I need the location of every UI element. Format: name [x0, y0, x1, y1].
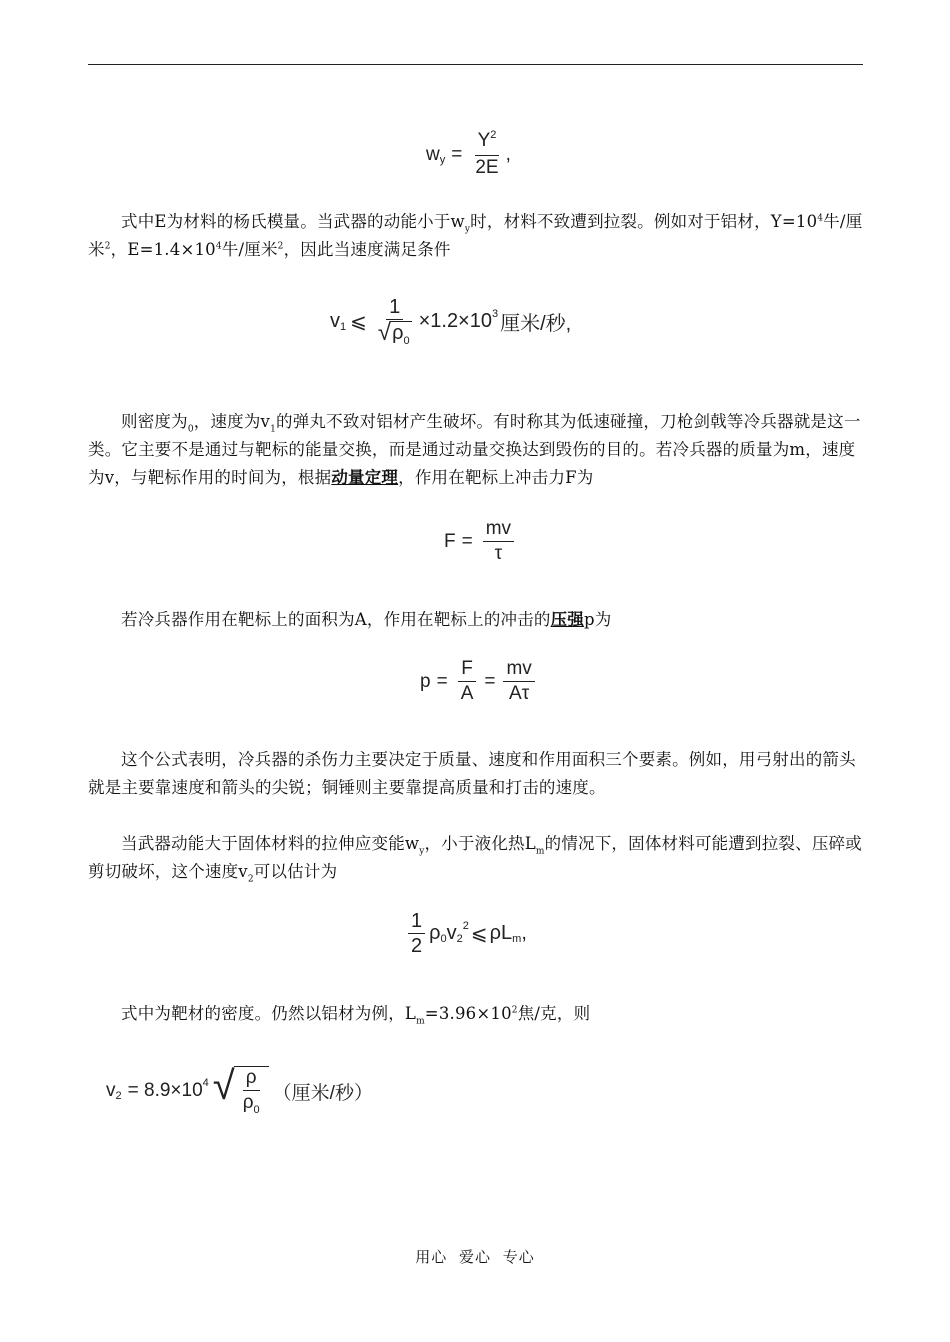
text: 这个公式表明，冷兵器的杀伤力主要决定于质量、速度和作用面积三个要素。例如，用弓射出的箭头就是主要靠速度和箭头的尖锐；铜锤则主要靠提高质量和打击的速度。: [88, 750, 856, 797]
fraction: [483, 518, 514, 565]
eq-subscript: 0: [440, 932, 447, 945]
eq-rho: ρ: [392, 322, 404, 344]
eq-subscript: y: [439, 153, 446, 166]
eq-subscript: 0: [403, 335, 410, 347]
eq-comma: ,: [505, 143, 511, 165]
eq-subscript: 1: [340, 320, 347, 333]
subscript: 2: [247, 874, 254, 885]
eq-subscript: 2: [115, 1090, 122, 1102]
eq-superscript: 4: [202, 1077, 209, 1089]
text: 式中E为材料的杨氏模量。当武器的动能小于w: [121, 212, 465, 231]
fraction: [408, 910, 425, 957]
text: 的情况下，固体材料可能遭到拉裂、压碎或剪切破坏，这个速度v: [88, 834, 862, 881]
eq-relation: ⩽: [350, 311, 367, 333]
fraction: [240, 1067, 263, 1116]
equation-velocity-limit: [330, 296, 571, 347]
eq-coefficient: = 8.9×10: [127, 1080, 203, 1101]
eq-numerator: 1: [386, 296, 403, 320]
paragraph-low-speed-impact: [88, 408, 863, 492]
paragraph-tensile-strain: [88, 830, 863, 886]
header-rule: [88, 64, 863, 65]
eq-numerator: ρ: [243, 1067, 260, 1091]
subscript: m: [535, 846, 545, 857]
eq-symbol: v: [330, 310, 340, 332]
eq-unit: 厘米/秒,: [500, 313, 572, 335]
eq-symbol: w: [426, 143, 440, 165]
eq-subscript: m: [512, 932, 522, 945]
superscript: 2: [104, 241, 111, 252]
eq-multiplier: ×1.2×10: [418, 310, 492, 332]
text: 焦/克，则: [517, 1004, 591, 1023]
eq-denominator: ρ: [242, 1092, 254, 1113]
eq-symbol: F: [444, 530, 456, 552]
eq-symbol: v: [446, 922, 457, 944]
text: ，速度为v: [193, 412, 271, 431]
eq-comma: ,: [521, 922, 527, 944]
eq-unit: （厘米/秒）: [272, 1082, 373, 1104]
text: 时，材料不致遭到拉裂。例如对于铝材，Y=10: [470, 212, 818, 231]
sqrt: √ $\rho_0$: [377, 319, 410, 347]
eq-numerator: mv: [483, 518, 514, 542]
link-momentum-theorem[interactable]: 动量定理: [331, 468, 399, 487]
eq-denominator: 2: [411, 935, 423, 957]
eq-denominator: Aτ: [509, 683, 530, 704]
text: p为: [584, 610, 612, 629]
eq-rho: ρ: [429, 922, 441, 944]
paragraph-youngs-modulus: [88, 208, 863, 264]
eq-denominator: A: [460, 683, 474, 704]
text: ，因此当速度满足条件: [283, 240, 451, 259]
text: 则密度为: [121, 412, 188, 431]
text: =3.96×10: [424, 1004, 512, 1023]
eq-denominator: 2E: [475, 157, 499, 178]
text: 若冷兵器作用在靶标上的面积为A，作用在靶标上的冲击的: [121, 610, 551, 629]
eq-superscript: 3: [492, 307, 499, 320]
fraction: [375, 296, 415, 347]
eq-numerator: F: [458, 658, 476, 682]
subscript: 1: [270, 424, 277, 435]
eq-superscript: 2: [462, 919, 469, 932]
eq-numerator: 1: [408, 910, 425, 934]
superscript: 2: [277, 241, 284, 252]
eq-relation: ⩽: [470, 923, 488, 945]
equation-pressure: p = $\frac{F}{A}$ = $\frac{mv}{A\tau}$: [420, 658, 539, 705]
text: 式中为靶材的密度。仍然以铝材为例，L: [121, 1004, 417, 1023]
fraction: [458, 658, 477, 705]
text: ，小于液化热L: [424, 834, 536, 853]
superscript: 4: [817, 213, 824, 224]
equation-impact-force: F = $\frac{mv}{\tau}$: [444, 518, 518, 565]
equation-kinetic-energy: [404, 910, 527, 957]
equation-v2-estimate: [106, 1066, 373, 1116]
eq-symbol: p: [420, 670, 431, 692]
equation-strain-energy: w y = $\frac{Y^2}{2E}$ ,: [426, 129, 511, 178]
eq-denominator: τ: [494, 543, 503, 564]
paragraph-pressure: [88, 606, 863, 634]
text: ，E=1.4×10: [110, 240, 216, 259]
eq-symbol: v: [106, 1080, 116, 1101]
eq-subscript: 0: [253, 1104, 260, 1116]
text: 牛/厘米: [88, 212, 863, 259]
fraction: [472, 130, 501, 179]
superscript: 2: [511, 1005, 518, 1016]
superscript: 4: [215, 241, 222, 252]
eq-numerator: mv: [503, 658, 534, 682]
subscript: y: [419, 846, 425, 857]
sqrt: √ $\frac{\rho}{\rho_0}$: [213, 1066, 269, 1116]
text: ，作用在靶标上冲击力F为: [398, 468, 594, 487]
eq-subscript: 2: [456, 932, 463, 945]
subscript: 0: [187, 424, 194, 435]
text: 牛/厘米: [221, 240, 278, 259]
page-footer: 用心 爱心 专心: [415, 1248, 535, 1266]
link-pressure[interactable]: 压强: [550, 610, 585, 629]
text: 当武器动能大于固体材料的拉伸应变能w: [121, 834, 420, 853]
paragraph-lethality-factors: [88, 746, 863, 802]
text: 的弹丸不致对铝材产生破坏。有时称其为低速碰撞，刀枪剑戟等冷兵器就是这一类。它主要不是通过与靶标的能量交换，而是通过动量交换达到毁伤的目的。若冷兵器的质量为m，速度为v，与靶标作用的时间为，根据: [88, 412, 861, 487]
paragraph-target-density: [88, 1000, 863, 1028]
subscript: y: [464, 224, 471, 235]
eq-symbol: ρL: [489, 922, 513, 944]
eq-superscript: 2: [490, 129, 497, 141]
eq-numerator: Y: [477, 130, 491, 151]
fraction: [503, 658, 534, 705]
subscript: m: [416, 1016, 425, 1027]
text: 可以估计为: [253, 862, 338, 881]
